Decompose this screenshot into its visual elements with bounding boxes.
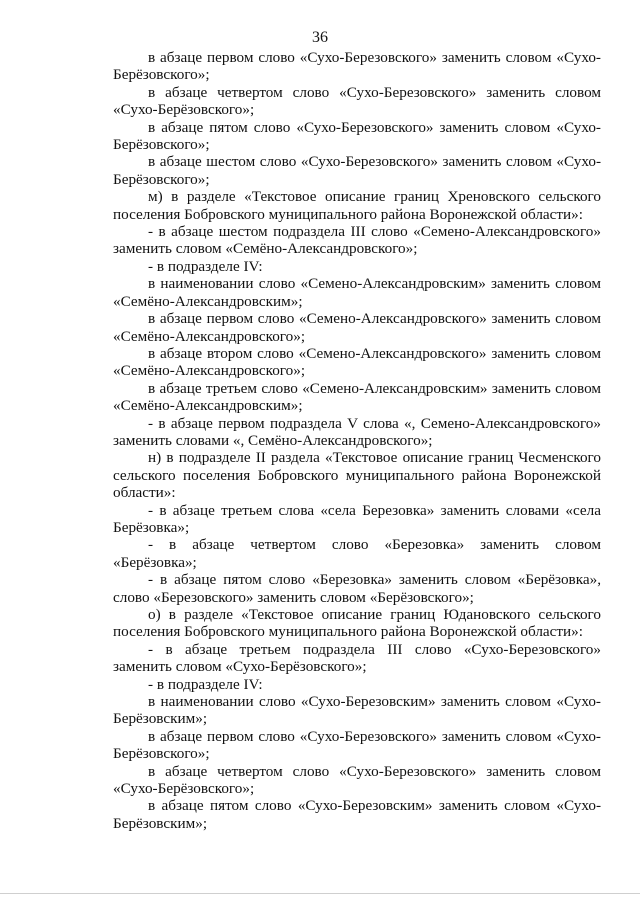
document-body xyxy=(113,49,601,832)
paragraph: в абзаце четвертом слово «Сухо-Березовского» заменить словом «Сухо-Берёзовского»; xyxy=(113,83,601,119)
paragraph: - в абзаце третьем подраздела III слово «Сухо-Березовского» заменить словом «Сухо-Берёзовского»; xyxy=(113,640,601,676)
paragraph: - в подразделе IV: xyxy=(148,257,263,275)
paragraph: - в абзаце третьем слова «села Березовка» заменить словами «села Берёзовка»; xyxy=(113,501,601,536)
paragraph: - в абзаце шестом подраздела III слово «Семено-Александровского» заменить словом «Семёно-Александровского»; xyxy=(113,223,601,258)
paragraph: в наименовании слово «Сухо-Березовским» заменить словом «Сухо-Берёзовским»; xyxy=(113,693,601,728)
page-bottom-edge xyxy=(0,893,640,894)
paragraph: в абзаце пятом слово «Сухо-Березовским» заменить словом «Сухо-Берёзовским»; xyxy=(113,797,601,832)
paragraph: в абзаце шестом слово «Сухо-Березовского» заменить словом «Сухо-Берёзовского»; xyxy=(113,153,601,188)
paragraph: в абзаце первом слово «Семено-Александровского» заменить словом «Семёно-Александровского»; xyxy=(113,310,601,345)
paragraph: - в подразделе IV: xyxy=(148,675,263,693)
paragraph: - в абзаце первом подраздела V слова «, Семено-Александровского» заменить словами «, Семёно-Александровского»; xyxy=(113,414,601,449)
paragraph: м) в разделе «Текстовое описание границ Хреновского сельского поселения Бобровского муниципального района Воронежской области»: xyxy=(113,188,601,223)
page-number: 36 xyxy=(312,29,328,46)
paragraph: о) в разделе «Текстовое описание границ Юдановского сельского поселения Бобровского муниципального района Воронежской области»: xyxy=(113,606,601,641)
paragraph: в абзаце третьем слово «Семено-Александровским» заменить словом «Семёно-Александровским»; xyxy=(113,379,601,415)
paragraph: - в абзаце четвертом слово «Березовка» заменить словом «Берёзовка»; xyxy=(113,536,601,571)
paragraph: в абзаце втором слово «Семено-Александровского» заменить словом «Семёно-Александровского»; xyxy=(113,344,601,380)
paragraph: н) в подразделе II раздела «Текстовое описание границ Чесменского сельского поселения Бобровского муниципального района Воронежской области»: xyxy=(113,449,601,502)
paragraph: в наименовании слово «Семено-Александровским» заменить словом «Семёно-Александровским»; xyxy=(113,275,601,310)
paragraph: - в абзаце пятом слово «Березовка» заменить словом «Берёзовка», слово «Березовского» заменить словом «Берёзовского»; xyxy=(113,571,601,606)
paragraph: в абзаце первом слово «Сухо-Березовского» заменить словом «Сухо-Берёзовского»; xyxy=(113,727,601,763)
paragraph: в абзаце первом слово «Сухо-Березовского» заменить словом «Сухо-Берёзовского»; xyxy=(113,49,601,84)
paragraph: в абзаце пятом слово «Сухо-Березовского» заменить словом «Сухо-Берёзовского»; xyxy=(113,118,601,154)
paragraph: в абзаце четвертом слово «Сухо-Березовского» заменить словом «Сухо-Берёзовского»; xyxy=(113,762,601,798)
